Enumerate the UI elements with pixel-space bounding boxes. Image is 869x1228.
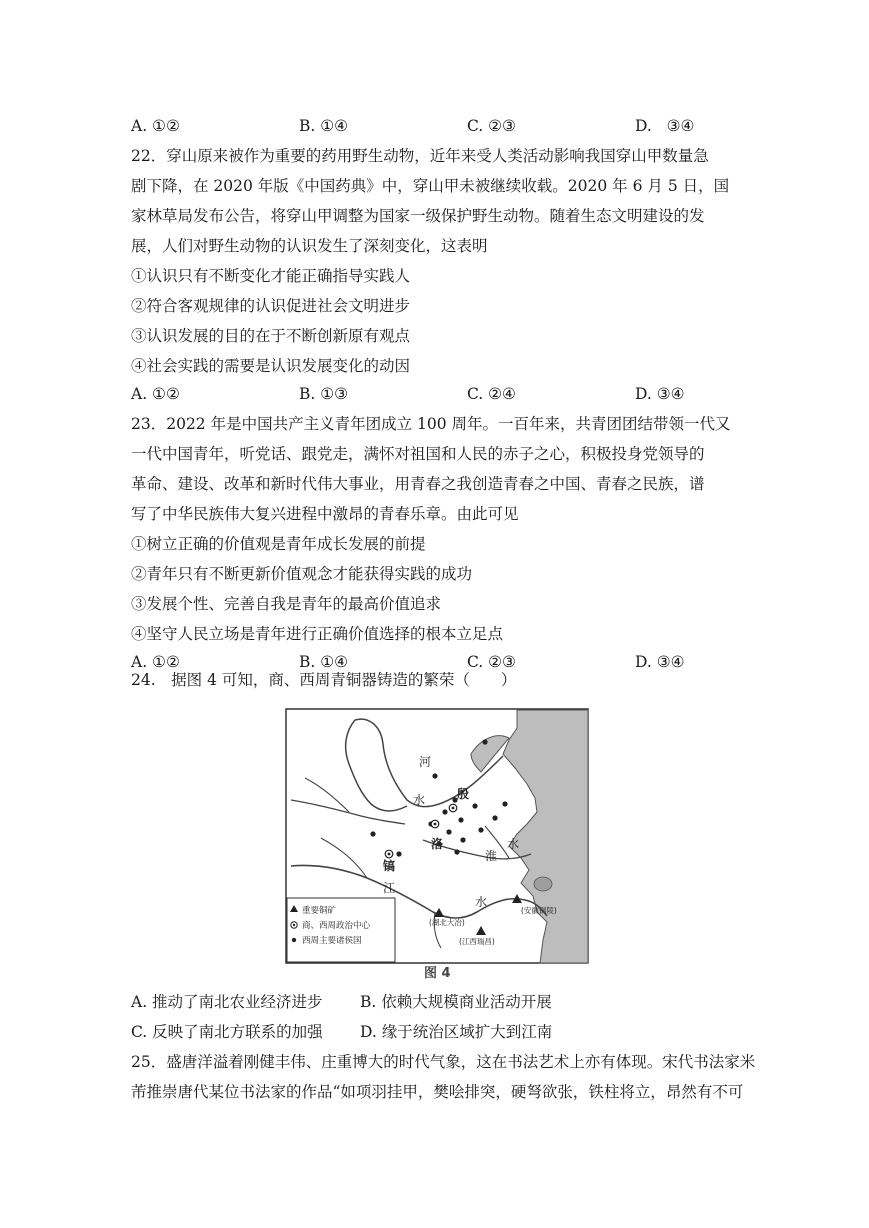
bronze-map-figure xyxy=(285,708,589,964)
bronze-map xyxy=(285,708,589,964)
q23-stem-line: 革命、建设、改革和新时代伟大事业，用青春之我创造青春之中国、青春之民族，谱 xyxy=(131,475,705,493)
label-jiangxi-ruichang: (江西瑞昌) xyxy=(459,937,495,946)
label-yin: 殷 xyxy=(457,787,470,801)
q21-option-d: D. ③④ xyxy=(635,117,695,135)
q22-option-b: B. ①③ xyxy=(299,385,349,403)
label-anhui-tongling: (安徽铜陵) xyxy=(521,906,557,915)
q23-stem-line: 一代中国青年，听党话、跟党走，满怀对祖国和人民的赤子之心，积极投身党领导的 xyxy=(131,445,705,463)
q25-stem-line: 25．盛唐洋溢着刚健丰伟、庄重博大的时代气象，这在书法艺术上亦有体现。宋代书法家米 xyxy=(131,1053,756,1071)
q23-option-a: A. ①② xyxy=(131,653,180,671)
q22-stem-line: 家林草局发布公告，将穿山甲调整为国家一级保护野生动物。随着生态文明建设的发 xyxy=(131,207,705,225)
q22-stem-line: 22．穿山原来被作为重要的药用野生动物，近年来受人类活动影响我国穿山甲数量急 xyxy=(131,147,709,165)
label-hubei-daye: (湖北大冶) xyxy=(429,918,465,927)
legend-vassal-state: 西周主要诸侯国 xyxy=(302,936,362,946)
q24-option-b: B. 依赖大规模商业活动开展 xyxy=(360,993,552,1011)
q22-item-4: ④社会实践的需要是认识发展变化的动因 xyxy=(131,357,411,375)
q22-item-3: ③认识发展的目的在于不断创新原有观点 xyxy=(131,327,411,345)
q23-item-1: ①树立正确的价值观是青年成长发展的前提 xyxy=(131,535,426,553)
label-shui-1: 水 xyxy=(413,793,426,807)
q24-option-c: C. 反映了南北方联系的加强 xyxy=(131,1023,323,1041)
q23-option-b: B. ①④ xyxy=(299,653,349,671)
legend-copper-mine: 重要铜矿 xyxy=(302,906,337,916)
q23-stem-line: 写了中华民族伟大复兴进程中激昂的青春乐章。由此可见 xyxy=(131,505,519,523)
label-he: 河 xyxy=(419,755,432,769)
label-gao: 镐 xyxy=(383,859,396,873)
q22-option-a: A. ①② xyxy=(131,385,180,403)
q25-stem-line: 芾推崇唐代某位书法家的作品“如项羽挂甲，樊哙排突，硬弩欲张，铁柱将立，昂然有不可 xyxy=(131,1083,744,1101)
q24-stem: 24. 据图 4 可知，商、西周青铜器铸造的繁荣（ ） xyxy=(131,671,517,689)
label-huai: 淮 xyxy=(485,849,498,863)
map-caption: 图 4 xyxy=(424,966,451,981)
q22-item-2: ②符合客观规律的认识促进社会文明进步 xyxy=(131,297,411,315)
map-legend xyxy=(287,898,395,962)
q23-option-c: C. ②③ xyxy=(467,653,516,671)
q23-item-4: ④坚守人民立场是青年进行正确价值选择的根本立足点 xyxy=(131,625,504,643)
q21-option-a: A. ①② xyxy=(131,117,180,135)
q22-option-c: C. ②④ xyxy=(467,385,516,403)
q22-stem-line: 剧下降，在 2020 年版《中国药典》中，穿山甲未被继续收载。2020 年 6 月 5 日，国 xyxy=(131,177,730,195)
q24-option-d: D. 缘于统治区域扩大到江南 xyxy=(360,1023,553,1041)
legend-political-center: 商、西周政治中心 xyxy=(302,921,371,931)
label-shui-3: 水 xyxy=(475,895,488,909)
q23-item-3: ③发展个性、完善自我是青年的最高价值追求 xyxy=(131,595,442,613)
q21-option-c: C. ②③ xyxy=(467,117,516,135)
q22-stem-line: 展，人们对野生动物的认识发生了深刻变化，这表明 xyxy=(131,237,488,255)
label-luo: 洛 xyxy=(431,837,444,851)
q23-stem-line: 23．2022 年是中国共产主义青年团成立 100 周年。一百年来，共青团团结带领一代又 xyxy=(131,415,731,433)
q21-option-b: B. ①④ xyxy=(299,117,349,135)
lake-area xyxy=(534,877,552,891)
q23-item-2: ②青年只有不断更新价值观念才能获得实践的成功 xyxy=(131,565,473,583)
q23-option-d: D. ③④ xyxy=(635,653,685,671)
label-jiang: 江 xyxy=(383,881,396,895)
q22-item-1: ①认识只有不断变化才能正确指导实践人 xyxy=(131,267,411,285)
q22-option-d: D. ③④ xyxy=(635,385,685,403)
label-shui-2: 水 xyxy=(507,837,520,851)
q24-option-a: A. 推动了南北农业经济进步 xyxy=(131,993,323,1011)
